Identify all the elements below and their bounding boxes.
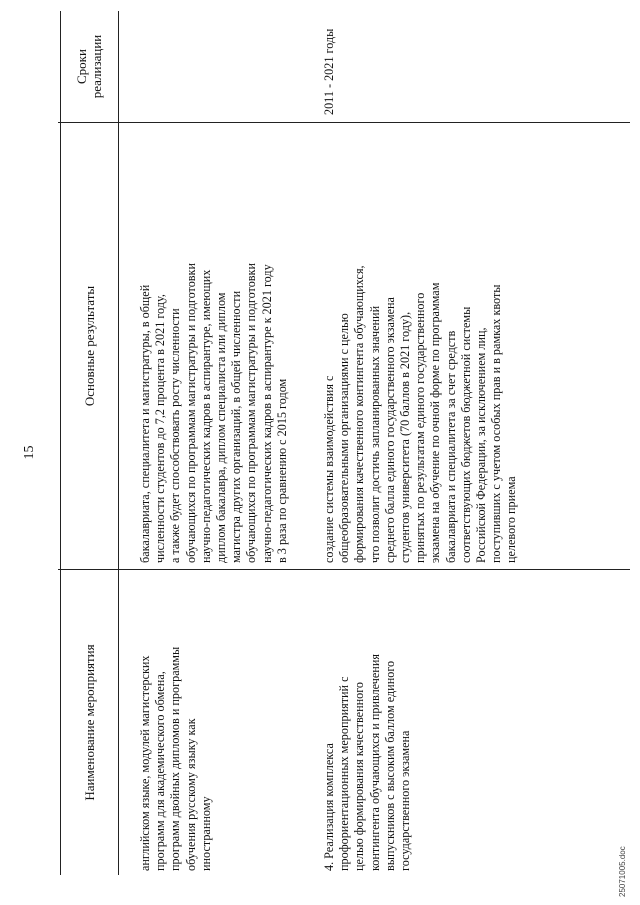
header-results: Основные результаты — [81, 285, 97, 407]
row2-activity: 4. Реализация комплекса профориентационных мероприятий с целью формирования качественного контингента обучающихся и привлечения выпускников с высоким баллом единого государственного экзамена — [322, 654, 413, 871]
column-divider-2 — [58, 122, 630, 123]
row2-results: создание системы взаимодействия с общеобразовательными организациями с целью формирования качественного контингента обучающихся, что позволит достичь запланированных значений среднего балла единого государственного экзамена студентов университета (70 баллов в 2021 году), принятых по результатам единого государственного экзамена на обучение по очной форме по программам бакалавриата и специалитета за счет средств соответствующих бюджетов бюджетной системы Российской Федерации, за исключением лиц, поступивших с учетом особых прав и в рамках квоты целевого приема — [322, 265, 519, 563]
header-activity: Наименование мероприятия — [81, 644, 97, 801]
row2-term: 2011 - 2021 годы — [322, 28, 336, 115]
document-code: 25071005.doc — [618, 846, 627, 897]
results-table — [58, 11, 630, 875]
page-number: 15 — [22, 445, 37, 460]
header-term: Сроки реализации — [74, 34, 104, 99]
column-divider-1 — [58, 569, 630, 570]
header-bottom-border — [118, 11, 119, 875]
row1-activity: английском языке, модулей магистерских программ для академического обмена, программ двойных дипломов и программы обучения русскому языку как иностранному — [138, 646, 213, 871]
row1-results: бакалавриата, специалитета и магистратуры, в общей численности студентов до 7,2 процента в 2021 году, а также будет способствовать росту численности обучающихся по программам магистратуры и подготовки научно-педагогических кадров в аспирантуре, имеющих диплом бакалавра, диплом специалиста или диплом магистра других организаций, в общей численности обучающихся по программам магистратуры и подготовки научно-педагогических кадров в аспирантуре к 2021 году в 3 раза по сравнению с 2015 годом — [138, 262, 289, 563]
table-top-border — [60, 11, 61, 875]
